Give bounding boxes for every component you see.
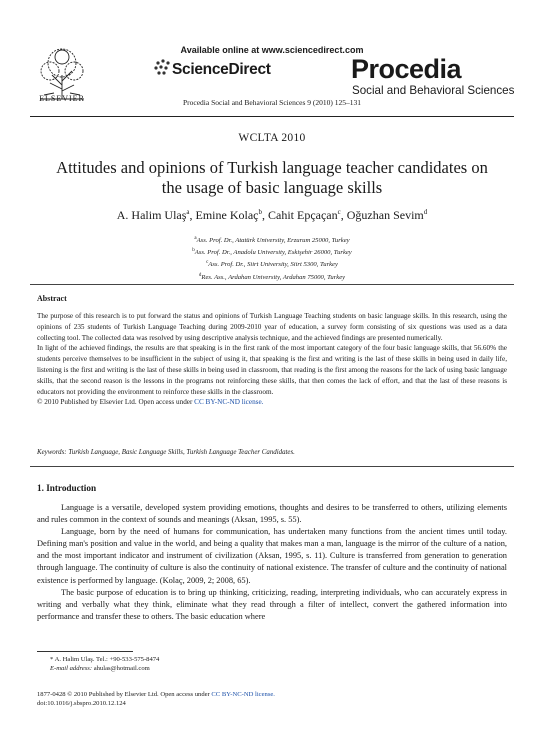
page-footer xyxy=(37,690,275,709)
conference-name: WCLTA 2010 xyxy=(238,132,306,144)
available-online-text[interactable]: Available online at www.sciencedirect.com xyxy=(180,45,364,55)
elsevier-wordmark: ELSEVIER xyxy=(39,94,85,103)
body-paragraph: Language, born by the need of humans for communication, has undertaken many functions from the ancient times until today. Defining man's position and value in the world, and being a quality that makes man a man, language is the mirror of the culture of a nation, and the most important indicator and instrument of civilization (Aksan, 1995, s. 11). Culture is transferred from generation to generation through language. The continuity of culture is also the continuity of national existence. The transfer of culture and the continuity of national existence is performed by language. (Kolaç, 2009, 2; 2008, 65). xyxy=(37,527,507,585)
abstract-bottom-rule xyxy=(30,466,514,467)
author-sup: c xyxy=(337,208,341,216)
affiliation-text: Ass. Prof. Dr., Atatürk University, Erzurum 25000, Turkey xyxy=(196,237,350,245)
abstract-paragraph-2: In light of the achieved findings, the results are that speaking is in the first rank of the most important category of the four basic language skills, that 56.60% the students perceive themselves to be insufficient in the subject of using it, that speaking is the first and writing is the last of these skills in being used in daily life, listening is the first and writing is the last of these skills in being used in classroom, that reading is the first among the reasons for the lack of using basic language skills, that the second reason is the lessons in the programs not reinforcing these skills, that then comes the lack of effort, and that the last of these reasons is educators not providing the environment to reinforce these skills in the classroom. xyxy=(37,344,507,396)
footer-copyright: 1877-0428 © 2010 Published by Elsevier Ltd. Open access under xyxy=(37,691,212,698)
abstract-top-rule xyxy=(30,284,514,285)
affiliation-sup: a xyxy=(194,236,197,241)
header-rule xyxy=(30,116,514,117)
title-line-1: Attitudes and opinions of Turkish language teacher candidates on xyxy=(56,158,488,177)
affiliation-sup: b xyxy=(192,248,195,254)
abstract-paragraph-1: The purpose of this research is to put forward the status and opinions of Turkish Language Teaching students on basic language skills. In this research, using the opinions of 235 students of Turkish Language Teaching during 2009-2010 year of education, a survey form consisting of six questions was used as a data collecting tool. The collected data was resolved by using descriptive analysis technique, and the achieved findings are presented numerically. xyxy=(37,312,507,342)
copyright-text: © 2010 Published by Elsevier Ltd. Open access under xyxy=(37,398,195,407)
footnote-line-1: * A. Halim Ulaş. Tel.: +90-533-575-8474 xyxy=(50,656,160,663)
affiliation-item xyxy=(0,258,544,270)
body-paragraph: The basic purpose of education is to bring up thinking, criticizing, reading, interpreting individuals, who can accurately express in writing and verbally what they think, eliminate what they read through a filter of intellect, convert the gathered information into performance and transfer these to others. The basic education where xyxy=(37,587,507,621)
title-line-2: the usage of basic language skills xyxy=(161,178,383,197)
footnote-rule xyxy=(37,651,133,652)
procedia-wordmark: Procedia xyxy=(351,54,462,84)
affiliation-sup: c xyxy=(206,260,209,266)
footer-license-link[interactable]: CC BY-NC-ND license. xyxy=(211,691,275,698)
author-sup: d xyxy=(423,208,428,216)
body-paragraph: Language is a versatile, developed system providing emotions, thoughts and desires to be transferred to others, utilizing elements and rules common in the context of sounds and meanings (Aksan, 1995, s. 55). xyxy=(37,503,507,525)
abstract-body xyxy=(37,311,507,408)
introduction-body xyxy=(37,502,507,623)
abstract-heading: Abstract xyxy=(37,294,67,303)
author-name: Cahit Epçaçan xyxy=(268,208,338,222)
journal-citation: Procedia Social and Behavioral Sciences 9 (2010) 125–131 xyxy=(182,98,362,107)
footer-line-1 xyxy=(37,690,275,699)
affiliation-sup: d xyxy=(198,272,202,278)
article-title xyxy=(40,158,504,198)
affiliation-item xyxy=(0,234,544,246)
affiliation-item xyxy=(0,271,544,283)
abstract-copyright xyxy=(37,397,507,408)
keywords: Keywords: Turkish Language, Basic Language Skills, Turkish Language Teacher Candidates. xyxy=(37,449,295,456)
affiliation-text: Ass. Prof. Dr., Siirt University, Siirt 5300, Turkey xyxy=(208,261,338,269)
footer-doi[interactable]: doi:10.1016/j.sbspro.2010.12.124 xyxy=(37,700,126,708)
author-name: Oğuzhan Sevim xyxy=(346,208,424,222)
license-link[interactable]: CC BY-NC-ND license. xyxy=(194,398,264,407)
author-sup: b xyxy=(258,208,262,216)
procedia-subtitle: Social and Behavioral Sciences xyxy=(352,84,515,97)
affiliation-text: Ass. Prof. Dr., Anadolu University, Eskişehir 26000, Turkey xyxy=(194,249,352,257)
footnote-line-2 xyxy=(50,664,159,673)
author-name: A. Halim Ulaş xyxy=(116,208,187,222)
corresponding-author-footnote xyxy=(50,655,159,674)
author-list: A. Halim Ulaş$^a$, Emine Kolaç$^b$, Cahit Epçaçan$^c$, Oğuzhan Sevim$^d$ xyxy=(116,208,428,222)
author-name: Emine Kolaç xyxy=(195,208,259,222)
email-label: E-mail address: xyxy=(50,665,93,673)
affiliation-list xyxy=(0,234,544,283)
affiliation-text: Res. Ass., Ardahan University, Ardahan 75000, Turkey xyxy=(201,273,346,281)
section-heading: 1. Introduction xyxy=(37,483,97,493)
email-address[interactable]: ahulas@hotmail.com xyxy=(92,665,150,673)
affiliation-item xyxy=(0,246,544,258)
sciencedirect-wordmark: ScienceDirect xyxy=(172,61,271,78)
author-sup: a xyxy=(186,208,190,216)
